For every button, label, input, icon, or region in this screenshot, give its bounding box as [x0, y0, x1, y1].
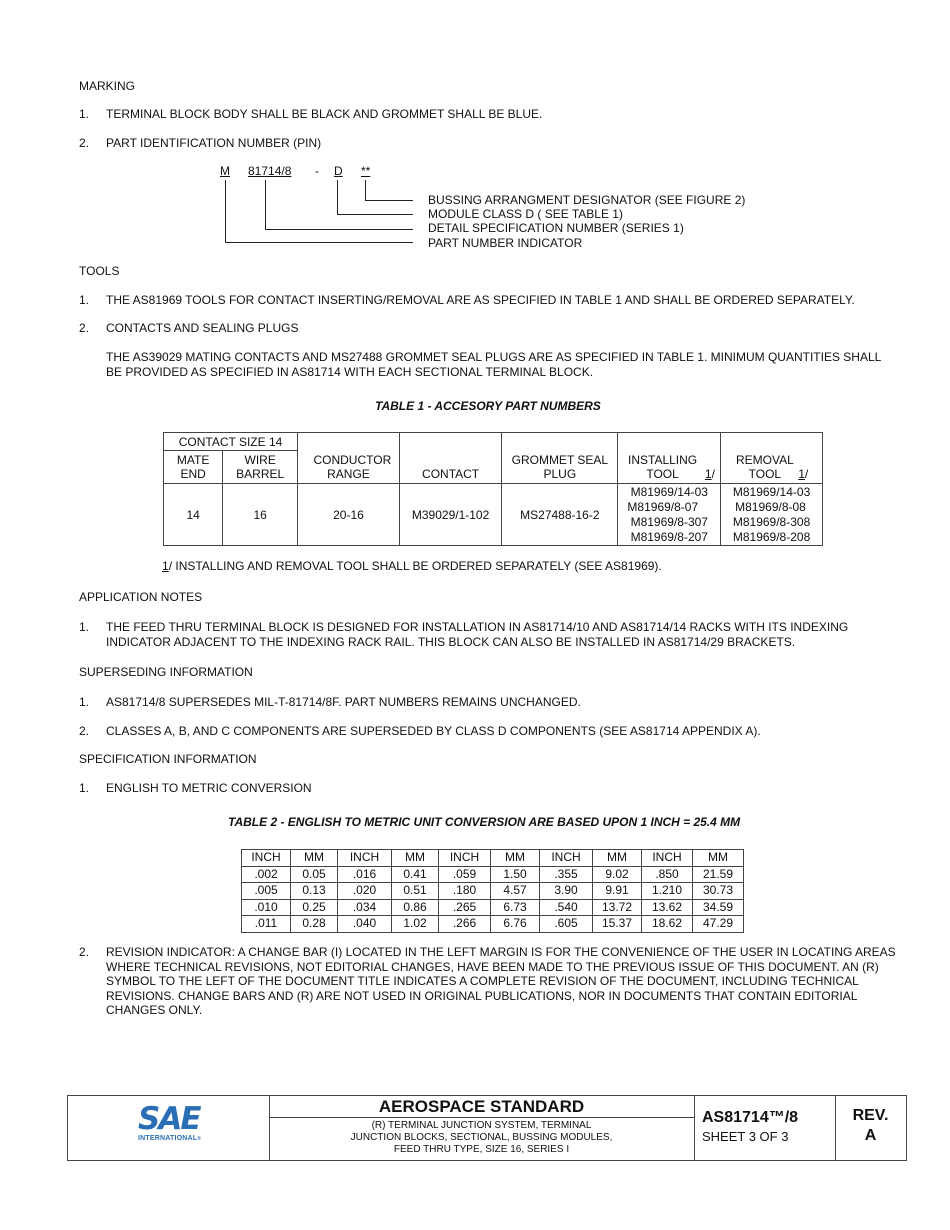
table-2-cell: 1.50	[491, 866, 540, 883]
table-1-cell-mate-end: 14	[164, 484, 223, 546]
table-2-cell: 15.37	[593, 916, 642, 933]
title-block-revision-cell	[835, 1096, 906, 1160]
tools-item-2-number: 2.	[79, 321, 90, 335]
table-2-row	[242, 866, 744, 883]
pin-label-detail-spec: DETAIL SPECIFICATION NUMBER (SERIES 1)	[428, 221, 684, 235]
table-2-cell: 1.02	[392, 916, 439, 933]
table-2-cell: 13.72	[593, 899, 642, 916]
table-2-row	[242, 883, 744, 900]
table-2-header-cell: MM	[291, 850, 338, 867]
specification-item-1-number: 1.	[79, 781, 90, 795]
table-2-cell: 0.13	[291, 883, 338, 900]
table-2-cell: 0.25	[291, 899, 338, 916]
table-2-header-cell: MM	[392, 850, 439, 867]
pin-stars: **	[361, 164, 371, 178]
table-2-cell: 6.73	[491, 899, 540, 916]
superseding-item-2-text: CLASSES A, B, AND C COMPONENTS ARE SUPERSEDED BY CLASS D COMPONENTS (SEE AS81714 APPENDIX A).	[106, 724, 761, 738]
tools-item-2-body: THE AS39029 MATING CONTACTS AND MS27488 GROMMET SEAL PLUGS ARE AS SPECIFIED IN TABLE 1. MINIMUM QUANTITIES SHALL BE PROVIDED AS SPECIFIED IN AS81714 WITH EACH SECTIONAL TERMINAL BLOCK.	[106, 350, 881, 379]
table-2-cell: 3.90	[540, 883, 593, 900]
table-2-header-cell: INCH	[242, 850, 291, 867]
document-category-title: AEROSPACE STANDARD	[269, 1096, 694, 1118]
table-2-cell: 9.91	[593, 883, 642, 900]
superseding-heading: SUPERSEDING INFORMATION	[79, 665, 253, 679]
removal-tool: M81969/14-03	[732, 484, 811, 499]
specification-item-2-number: 2.	[79, 945, 90, 959]
title-block	[67, 1095, 907, 1161]
title-block-number-cell	[694, 1096, 836, 1160]
document-subtitle-line: FEED THRU TYPE, SIZE 16, SERIES I	[393, 1144, 570, 1155]
table-2-cell: .355	[540, 866, 593, 883]
table-1-header-contact-size: CONTACT SIZE 14	[164, 433, 298, 451]
table-2-cell: .059	[439, 866, 491, 883]
table-1-header-removal-tool: REMOVAL TOOL 1/	[721, 433, 823, 484]
table-1-header-mate-end: MATE END	[164, 451, 223, 484]
tools-item-1-number: 1.	[79, 293, 90, 307]
table-1-header-conductor-range: CONDUCTOR RANGE	[298, 433, 400, 484]
pin-label-part-indicator: PART NUMBER INDICATOR	[428, 236, 583, 250]
specification-item-1-text: ENGLISH TO METRIC CONVERSION	[106, 781, 312, 795]
document-subtitle-line: (R) TERMINAL JUNCTION SYSTEM, TERMINAL	[371, 1120, 592, 1131]
marking-item-1-text: TERMINAL BLOCK BODY SHALL BE BLACK AND GROMMET SHALL BE BLUE.	[106, 107, 543, 121]
tools-item-1-text: THE AS81969 TOOLS FOR CONTACT INSERTING/REMOVAL ARE AS SPECIFIED IN TABLE 1 AND SHALL BE ORDERED SEPARATELY.	[106, 293, 855, 307]
superseding-item-1-text: AS81714/8 SUPERSEDES MIL-T-81714/8F. PART NUMBERS REMAINS UNCHANGED.	[106, 695, 581, 709]
table-2-cell: .850	[642, 866, 693, 883]
table-1-cell-wire-barrel: 16	[223, 484, 298, 546]
table-2-cell: 0.05	[291, 866, 338, 883]
document-number: AS81714™/8	[702, 1109, 799, 1126]
table-2-caption: TABLE 2 - ENGLISH TO METRIC UNIT CONVERSION ARE BASED UPON 1 INCH = 25.4 MM	[228, 815, 741, 829]
sae-logo-subtext: INTERNATIONAL	[138, 1135, 198, 1142]
marking-item-1-number: 1.	[79, 107, 90, 121]
table-1-footnote	[162, 559, 662, 573]
table-1-cell-installing-tools	[618, 484, 721, 546]
table-1-cell-grommet: MS27488-16-2	[502, 484, 618, 546]
table-2-cell: .002	[242, 866, 291, 883]
sheet-indicator: SHEET 3 OF 3	[702, 1129, 789, 1144]
revision-value: A	[864, 1127, 877, 1144]
marking-heading: MARKING	[79, 79, 136, 93]
table-2-cell: .011	[242, 916, 291, 933]
table-2-cell: 0.28	[291, 916, 338, 933]
table-2-cell: 9.02	[593, 866, 642, 883]
table-2-cell: .265	[439, 899, 491, 916]
table-2-cell: .020	[338, 883, 392, 900]
installing-tool: M81969/14-03	[630, 484, 708, 499]
revision-label: REV.	[852, 1107, 889, 1124]
table-2-cell: .040	[338, 916, 392, 933]
table-2-cell: .005	[242, 883, 291, 900]
application-item-1-number: 1.	[79, 620, 90, 634]
table-2-header-cell: INCH	[439, 850, 491, 867]
pin-leader-4-vertical	[225, 180, 226, 243]
pin-spec-number: 81714/8	[248, 164, 292, 178]
table-1-cell-removal-tools	[721, 484, 823, 546]
table-2-cell: 0.51	[392, 883, 439, 900]
installing-tool: M81969/8-07	[627, 499, 699, 514]
pin-leader-2-vertical	[337, 180, 338, 215]
table-1-footnote-ref: 1	[162, 559, 169, 573]
table-2-cell: .016	[338, 866, 392, 883]
installing-tool: M81969/8-307	[630, 514, 708, 529]
table-2-row	[242, 916, 744, 933]
table-2-cell: 6.76	[491, 916, 540, 933]
pin-label-module-class: MODULE CLASS D ( SEE TABLE 1)	[428, 207, 623, 221]
sae-logo-mark: SAE	[138, 1101, 200, 1137]
table-1-removal-note-ref: 1	[798, 467, 805, 481]
table-2-cell: 34.59	[693, 899, 744, 916]
table-2-cell: .034	[338, 899, 392, 916]
specification-item-2-text: REVISION INDICATOR: A CHANGE BAR (I) LOCATED IN THE LEFT MARGIN IS FOR THE CONVENIENCE OF THE USER IN LOCATING AREAS WHERE TECHNICAL REVISIONS, NOT EDITORIAL CHANGES, HAVE BEEN MADE TO THE PREVIOUS ISSUE OF THIS DOCUMENT. AN (R) SYMBOL TO THE LEFT OF THE DOCUMENT TITLE INDICATES A COMPLETE REVISION OF THE DOCUMENT, INCLUDING TECHNICAL REVISIONS. CHANGE BARS AND (R) ARE NOT USED IN ORIGINAL PUBLICATIONS, NOR IN DOCUMENTS THAT CONTAIN EDITORIAL CHANGES ONLY.	[106, 945, 896, 1017]
pin-leader-3-horizontal	[265, 229, 413, 230]
table-2-row	[242, 899, 744, 916]
document-subtitle-line: JUNCTION BLOCKS, SECTIONAL, BUSSING MODULES,	[350, 1132, 613, 1143]
table-2-header-cell: INCH	[642, 850, 693, 867]
table-1-footnote-text: / INSTALLING AND REMOVAL TOOL SHALL BE ORDERED SEPARATELY (SEE AS81969).	[168, 559, 662, 573]
pin-leader-3-vertical	[265, 180, 266, 230]
title-block-title-cell	[269, 1096, 695, 1160]
table-1-header-grommet: GROMMET SEAL PLUG	[502, 433, 618, 484]
removal-tool: M81969/8-308	[732, 514, 811, 529]
pin-leader-4-horizontal	[225, 242, 413, 243]
pin-class: D	[334, 164, 343, 178]
title-block-logo-cell	[68, 1096, 270, 1160]
marking-item-2-text: PART IDENTIFICATION NUMBER (PIN)	[106, 136, 322, 150]
superseding-item-1-number: 1.	[79, 695, 90, 709]
table-1	[163, 432, 823, 546]
table-1-header-installing-tool: INSTALLING TOOL 1/	[618, 433, 721, 484]
pin-leader-1-horizontal	[365, 200, 413, 201]
pin-leader-2-horizontal	[337, 214, 413, 215]
table-1-cell-contact: M39029/1-102	[399, 484, 501, 546]
tools-item-2-text: CONTACTS AND SEALING PLUGS	[106, 321, 299, 335]
pin-leader-1-vertical	[365, 180, 366, 201]
application-item-1-text: THE FEED THRU TERMINAL BLOCK IS DESIGNED FOR INSTALLATION IN AS81714/10 AND AS81714/14 RACKS WITH ITS INDEXING INDICATOR ADJACENT TO THE INDEXING RACK RAIL. THIS BLOCK CAN ALSO BE INSTALLED IN AS81714/29 BRACKETS.	[106, 620, 849, 649]
table-2-header-cell: MM	[491, 850, 540, 867]
pin-prefix: M	[220, 164, 230, 178]
table-2-cell: 1.210	[642, 883, 693, 900]
table-1-installing-note-ref: 1	[704, 467, 712, 481]
installing-tool: M81969/8-207	[630, 529, 708, 544]
table-2-cell: 13.62	[642, 899, 693, 916]
tools-heading: TOOLS	[79, 264, 120, 278]
marking-item-2-number: 2.	[79, 136, 90, 150]
table-1-header-wire-barrel: WIRE BARREL	[223, 451, 298, 484]
table-2-cell: .266	[439, 916, 491, 933]
table-2-cell: 4.57	[491, 883, 540, 900]
table-2-header-cell: INCH	[540, 850, 593, 867]
table-2-cell: 30.73	[693, 883, 744, 900]
table-2-cell: 0.86	[392, 899, 439, 916]
document-subtitle	[269, 1120, 694, 1156]
table-1-cell-conductor-range: 20-16	[298, 484, 400, 546]
table-2-cell: 47.29	[693, 916, 744, 933]
table-1-caption: TABLE 1 - ACCESORY PART NUMBERS	[375, 399, 601, 413]
table-2-cell: 21.59	[693, 866, 744, 883]
table-1-header-contact: CONTACT	[399, 433, 501, 484]
table-2-header-cell: INCH	[338, 850, 392, 867]
table-2-cell: 0.41	[392, 866, 439, 883]
removal-tool: M81969/8-208	[732, 529, 811, 544]
specification-heading: SPECIFICATION INFORMATION	[79, 752, 257, 766]
table-2-header-cell: MM	[693, 850, 744, 867]
table-2-cell: .540	[540, 899, 593, 916]
sae-logo: SAE INTERNATIONAL®	[138, 1101, 202, 1142]
table-2-cell: .180	[439, 883, 491, 900]
table-2-header-cell: MM	[593, 850, 642, 867]
table-2-cell: 18.62	[642, 916, 693, 933]
superseding-item-2-number: 2.	[79, 724, 90, 738]
pin-label-bussing: BUSSING ARRANGMENT DESIGNATOR (SEE FIGURE 2)	[428, 193, 746, 207]
removal-tool: M81969/8-08	[735, 499, 806, 514]
table-2	[241, 849, 744, 933]
table-2-cell: .010	[242, 899, 291, 916]
table-2-cell: .605	[540, 916, 593, 933]
application-heading: APPLICATION NOTES	[79, 590, 203, 604]
pin-dash: -	[315, 164, 319, 178]
